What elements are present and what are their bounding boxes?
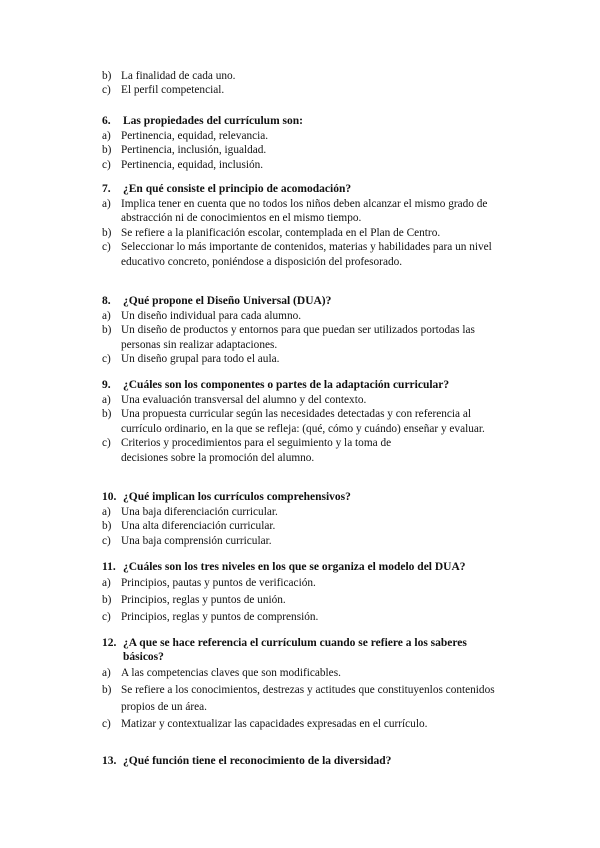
option-letter: a)	[102, 130, 111, 142]
option-text: Pertinencia, equidad, relevancia.	[121, 130, 269, 142]
option-letter: c)	[102, 718, 111, 730]
question-number: 6.	[102, 115, 111, 127]
question-text: ¿Qué propone el Diseño Universal (DUA)?	[123, 295, 332, 307]
option-text: Seleccionar lo más importante de contenidos, materias y habilidades para un nivel educativo concreto, poniéndose a disposición del profesorado.	[121, 241, 492, 268]
option	[102, 575, 502, 592]
question-text: ¿Cuáles son los tres niveles en los que se organiza el modelo del DUA?	[123, 561, 466, 573]
option	[102, 393, 502, 407]
option-letter: c)	[102, 84, 111, 97]
option-letter: c)	[102, 534, 111, 547]
option	[102, 240, 502, 269]
question-13	[102, 754, 502, 768]
option	[102, 407, 502, 436]
option-letter: c)	[102, 241, 111, 254]
option	[102, 436, 502, 465]
question-heading	[102, 490, 502, 504]
option-letter: c)	[102, 158, 111, 171]
question-heading	[102, 114, 502, 128]
option-text: El perfil competencial.	[121, 84, 225, 97]
option-letter: a)	[102, 198, 111, 210]
question-6	[102, 114, 502, 172]
question-text: ¿Cuáles son los componentes o partes de la adaptación curricular?	[123, 379, 450, 391]
question-12	[102, 636, 502, 733]
option-letter: b)	[102, 70, 112, 82]
option-text: Se refiere a los conocimientos, destrezas y actitudes que constituyenlos contenidos propios de un área.	[121, 684, 495, 713]
option-text: Un diseño grupal para todo el aula.	[121, 353, 280, 366]
option-text: Una evaluación transversal del alumno y del contexto.	[121, 394, 367, 406]
option-text: Implica tener en cuenta que no todos los niños deben alcanzar el mismo grado de abstracción ni de conocimientos en el mismo tiempo.	[121, 198, 488, 225]
option	[102, 129, 502, 143]
option	[102, 682, 502, 716]
option	[102, 352, 502, 366]
question-11	[102, 560, 502, 626]
option-letter: b)	[102, 520, 112, 533]
option-text: Una alta diferenciación curricular.	[121, 520, 276, 533]
option-letter: b)	[102, 408, 112, 421]
question-number: 7.	[102, 183, 111, 195]
option-letter: b)	[102, 324, 112, 337]
option-letter: b)	[102, 684, 112, 696]
option-text: Se refiere a la planificación escolar, contemplada en el Plan de Centro.	[121, 226, 441, 239]
question-heading	[102, 754, 502, 768]
question-number: 9.	[102, 379, 111, 391]
question-text: ¿En qué consiste el principio de acomodación?	[123, 183, 352, 195]
option	[102, 519, 502, 533]
option-text: Pertinencia, equidad, inclusión.	[121, 158, 264, 171]
option-text: Principios, reglas y puntos de comprensión.	[121, 611, 319, 623]
option	[102, 83, 502, 97]
question-heading	[102, 378, 502, 392]
option	[102, 197, 502, 226]
option	[102, 158, 502, 172]
option	[102, 69, 502, 83]
question-8	[102, 294, 502, 367]
option-letter: c)	[102, 611, 111, 623]
question-heading	[102, 560, 502, 574]
option-letter: a)	[102, 577, 111, 589]
question-7	[102, 182, 502, 269]
question-number: 8.	[102, 295, 111, 307]
option	[102, 309, 502, 323]
option-text: Principios, pautas y puntos de verificación.	[121, 577, 316, 589]
question-5-continued	[102, 69, 502, 98]
option-letter: b)	[102, 226, 112, 239]
option-letter: c)	[102, 353, 111, 366]
option	[102, 226, 502, 240]
option	[102, 505, 502, 519]
question-heading	[102, 636, 502, 664]
question-10	[102, 490, 502, 548]
option	[102, 323, 502, 352]
option-text: Una baja diferenciación curricular.	[121, 506, 278, 518]
option	[102, 716, 502, 733]
option	[102, 534, 502, 548]
question-number: 10.	[102, 491, 117, 503]
option-text: A las competencias claves que son modificables.	[121, 667, 341, 679]
option-letter: c)	[102, 437, 111, 450]
option-text: Un diseño individual para cada alumno.	[121, 310, 302, 322]
option-letter: a)	[102, 667, 111, 679]
option	[102, 665, 502, 682]
option	[102, 609, 502, 626]
option	[102, 143, 502, 157]
option-letter: a)	[102, 394, 111, 406]
question-text: Las propiedades del currículum son:	[123, 115, 303, 127]
option-text: Matizar y contextualizar las capacidades expresadas en el currículo.	[121, 718, 428, 730]
option-text: Un diseño de productos y entornos para que puedan ser utilizados portodas las personas sin realizar adaptaciones.	[121, 324, 475, 351]
option-letter: a)	[102, 506, 111, 518]
option-letter: b)	[102, 594, 112, 606]
question-number: 11.	[102, 561, 116, 573]
option	[102, 592, 502, 609]
option-letter: a)	[102, 310, 111, 322]
question-9	[102, 378, 502, 465]
question-number: 13.	[102, 755, 117, 767]
option-text: Una baja comprensión curricular.	[121, 534, 272, 547]
question-text: ¿A que se hace referencia el currículum cuando se refiere a los saberes básicos?	[123, 637, 467, 663]
option-text: Pertinencia, inclusión, igualdad.	[121, 144, 267, 157]
option-text: Una propuesta curricular según las necesidades detectadas y con referencia al currículo ordinario, en la que se refleja: (qué, cómo y cuándo) enseñar y evaluar.	[121, 408, 485, 435]
question-text: ¿Qué implican los currículos comprehensivos?	[123, 491, 351, 503]
option-text: La finalidad de cada uno.	[121, 70, 236, 82]
question-text: ¿Qué función tiene el reconocimiento de la diversidad?	[123, 755, 392, 767]
question-heading	[102, 294, 502, 308]
question-number: 12.	[102, 637, 117, 649]
option-text: Criterios y procedimientos para el seguimiento y la toma de decisiones sobre la promoción del alumno.	[121, 437, 392, 464]
option-text: Principios, reglas y puntos de unión.	[121, 594, 286, 606]
option-letter: b)	[102, 144, 112, 157]
question-heading	[102, 182, 502, 196]
